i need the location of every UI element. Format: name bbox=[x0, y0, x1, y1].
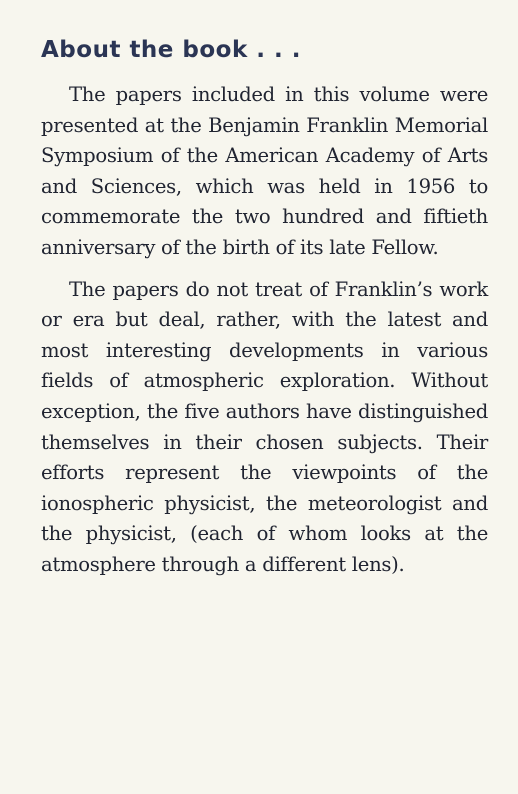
section-heading: About the book . . . bbox=[41, 37, 302, 63]
paragraph-symposium: The papers included in this volume were presented at the Benjamin Franklin Memorial Symposium of the American Academy of Arts and Sciences, which was held in 1956 to commemorate the two hundred and fiftieth anniversary of the birth of its late Fellow. bbox=[41, 83, 488, 259]
paragraph-content: The papers do not treat of Franklin’s work or era but deal, rather, with the latest and most interesting developments in various fields of atmospheric exploration. Without exception, the five authors have distinguished themselves in their chosen subjects. Their efforts represent the viewpoints of the ionospheric physicist, the meteorologist and the physicist, (each of whom looks at the atmosphere through a different lens). bbox=[41, 277, 488, 576]
